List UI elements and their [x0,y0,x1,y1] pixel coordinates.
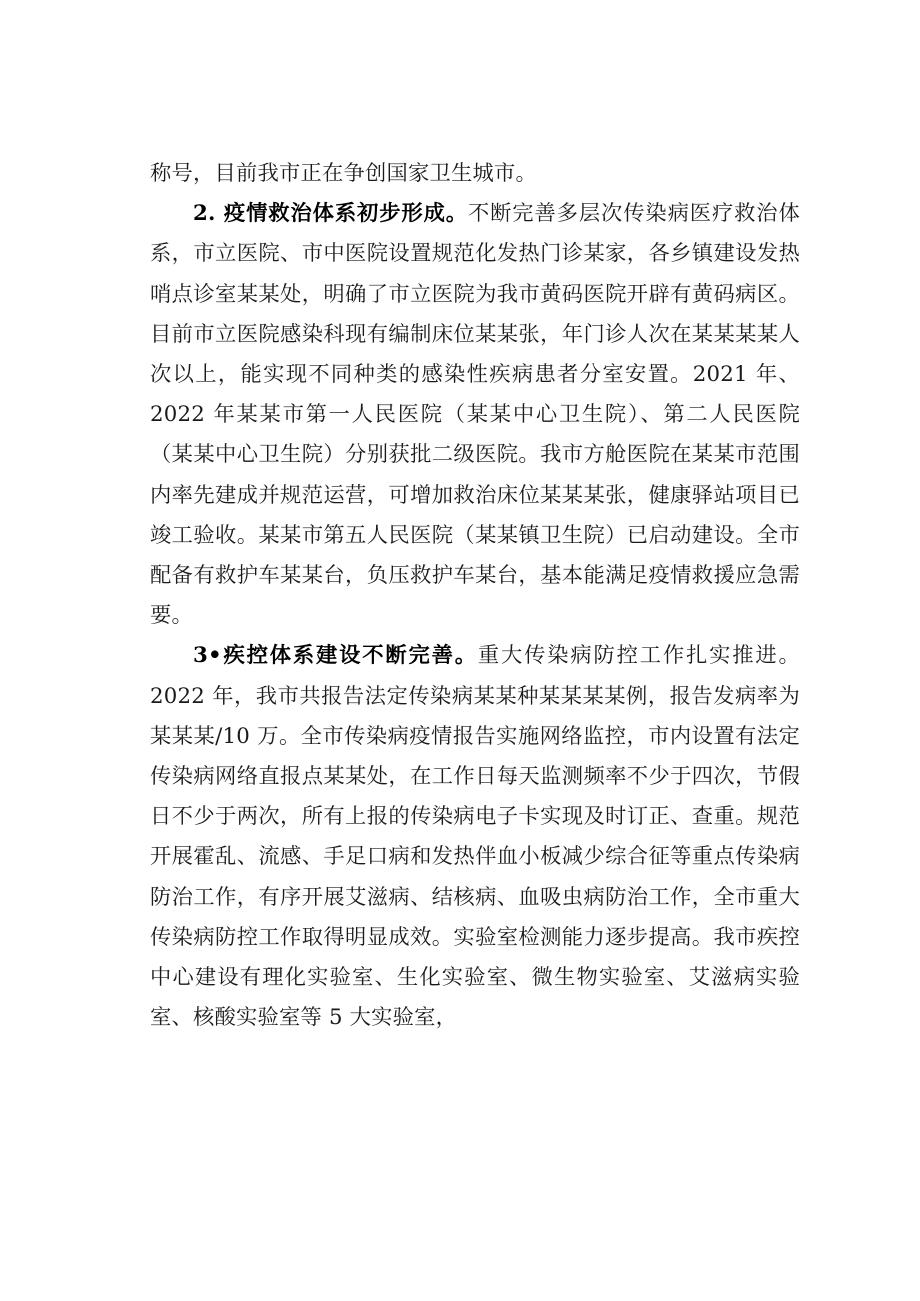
paragraph-heading: 2. 疫情救治体系初步形成。 [193,201,468,227]
paragraph-continuation [150,154,800,194]
paragraph-text: 重大传染病防控工作扎实推进。2022 年，我市共报告法定传染病某某种某某某某例，报告发病率为某某某/10 万。全市传染病疫情报告实施网络监控，市内设置有法定传染病网络直报点某某处，在工作日每天监测频率不少于四次，节假日不少于两次，所有上报的传染病电子卡实现及时订正、查重。规范开展霍乱、流感、手足口病和发热伴血小板减少综合征等重点传染病防治工作，有序开展艾滋病、结核病、血吸虫病防治工作，全市重大传染病防控工作取得明显成效。实验室检测能力逐步提高。我市疾控中心建设有理化实验室、生化实验室、微生物实验室、艾滋病实验室、核酸实验室等 5 大实验室， [150,643,800,1031]
paragraph-heading: 3•疾控体系建设不断完善。 [193,643,478,669]
paragraph-text: 称号，目前我市正在争创国家卫生城市。 [150,161,537,186]
paragraph-treatment-system [150,194,800,636]
paragraph-text: 不断完善多层次传染病医疗救治体系，市立医院、市中医院设置规范化发热门诊某家，各乡镇建设发热哨点诊室某某处，明确了市立医院为我市黄码医院开辟有黄码病区。目前市立医院感染科现有编制床位某某张，年门诊人次在某某某某人次以上，能实现不同种类的感染性疾病患者分室安置。2021 年、2022 年某某市第一人民医院（某某中心卫生院）、第二人民医院（某某中心卫生院）分别获批二级医院。我市方舱医院在某某市范围内率先建成并规范运营，可增加救治床位某某某张，健康驿站项目已竣工验收。某某市第五人民医院（某某镇卫生院）已启动建设。全市配备有救护车某某台，负压救护车某台，基本能满足疫情救援应急需要。 [150,201,800,629]
document-body [150,154,800,1038]
paragraph-disease-control-system [150,636,800,1038]
